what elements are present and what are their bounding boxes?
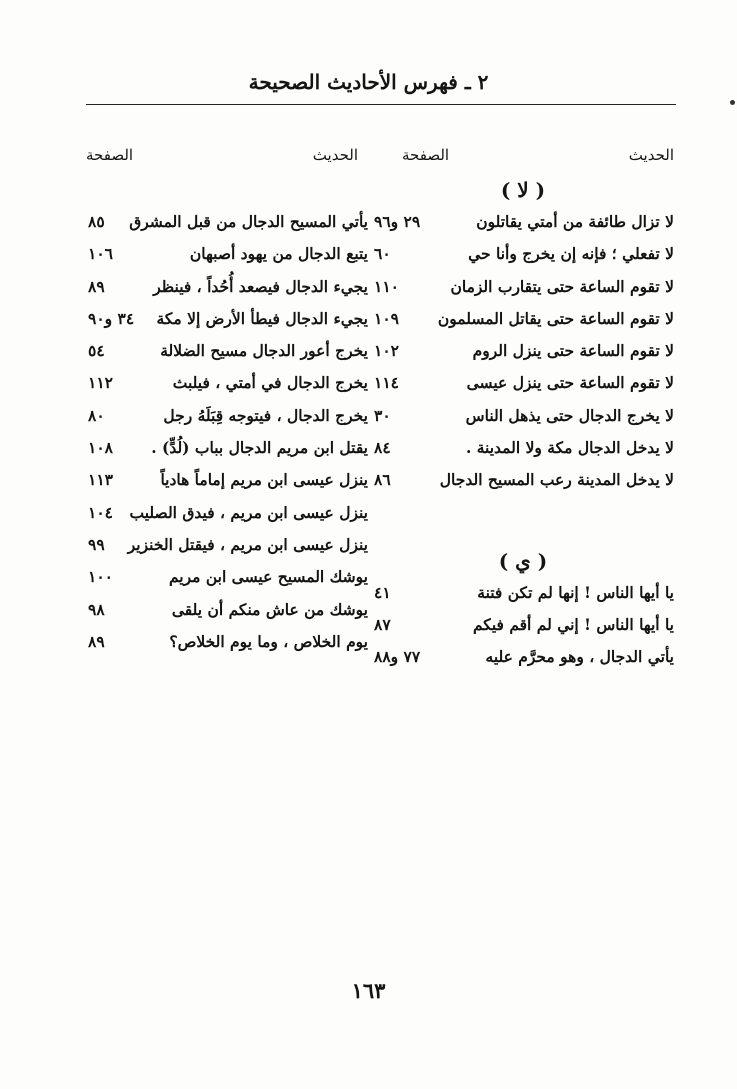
hadith-text: يجيء الدجال فيصعد أُحُداً ، فينظر: [153, 276, 368, 296]
section-heading-la: ( لا ): [500, 178, 546, 202]
index-entry: [86, 367, 368, 399]
hadith-text: يأتي المسيح الدجال من قبل المشرق: [129, 212, 368, 231]
hadith-text: يوم الخلاص ، وما يوم الخلاص؟: [169, 631, 368, 651]
hadith-text: يأتي الدجال ، وهو محرَّم عليه: [485, 647, 674, 667]
index-entry: [86, 497, 368, 529]
header-rule: [86, 104, 676, 105]
index-entry: [372, 206, 674, 238]
index-entry: [372, 577, 674, 609]
page-reference: ١١٠: [374, 276, 399, 296]
index-entry: [86, 206, 368, 238]
index-entry: [86, 303, 368, 335]
hadith-column-label: الحديث: [312, 146, 358, 164]
hadith-text: لا يدخل الدجال مكة ولا المدينة .: [465, 438, 674, 458]
hadith-text: لا تقوم الساعة حتى يتقارب الزمان: [450, 276, 674, 296]
section-gap: [372, 497, 674, 545]
hadith-text: يوشك من عاش منكم أن يلقى: [171, 599, 368, 619]
index-entry: [372, 238, 674, 270]
hadith-text: لا يخرج الدجال حتى يذهل الناس: [465, 405, 674, 425]
hadith-text: لا تقوم الساعة حتى ينزل الروم: [472, 341, 674, 361]
page-reference: ١٠٤: [88, 502, 113, 522]
page-reference: ٨٩: [88, 276, 105, 296]
index-entry: [86, 464, 368, 496]
hadith-text: يقتل ابن مريم الدجال بباب (لُدٍّ) .: [151, 438, 368, 458]
page-reference: ١١٤: [374, 373, 399, 393]
page-reference: ٦٠: [374, 244, 391, 264]
page-reference: ٣٠: [374, 405, 391, 425]
index-entry: [372, 400, 674, 432]
hadith-text: لا تقوم الساعة حتى ينزل عيسى: [466, 373, 674, 393]
page-reference: ٩٩: [88, 534, 105, 554]
page-reference: ١٠٩: [374, 308, 399, 328]
page-reference: ٢٩ و٩٦: [374, 212, 421, 231]
index-entry: [86, 271, 368, 303]
hadith-text: لا تقوم الساعة حتى يقاتل المسلمون: [437, 308, 674, 328]
index-entry: [372, 432, 674, 464]
running-header-title: ٢ ـ فهرس الأحاديث الصحيحة: [248, 70, 489, 94]
index-entry: [86, 400, 368, 432]
index-entry: [86, 561, 368, 593]
index-entry: [372, 641, 674, 673]
hadith-text: يخرج أعور الدجال مسيح الضلالة: [160, 341, 368, 361]
page-reference: ٨٤: [374, 438, 391, 458]
index-entry: [86, 594, 368, 626]
hadith-text: يخرج الدجال ، فيتوجه قِبَلَهُ رجل: [163, 405, 368, 425]
index-entry: [372, 367, 674, 399]
hadith-text: يجيء الدجال فيطأ الأرض إلا مكة: [156, 308, 368, 328]
page-number: ١٦٣: [351, 978, 386, 1003]
index-entry: [86, 432, 368, 464]
page-reference: ٧٧ و٨٨: [374, 647, 421, 667]
page-column-label: الصفحة: [86, 146, 134, 164]
page-reference: ١١٢: [88, 373, 113, 393]
margin-mark: [730, 100, 735, 105]
page-reference: ٨٦: [374, 470, 391, 490]
hadith-text: يخرج الدجال في أمتي ، فيلبث: [172, 373, 368, 393]
index-entry: [86, 626, 368, 658]
page-reference: ٣٤ و٩٠: [88, 308, 135, 328]
section-heading-ya: ( ي ): [498, 548, 548, 573]
index-column-right: [372, 144, 674, 674]
hadith-text: ينزل عيسى ابن مريم ، فيدق الصليب: [129, 502, 368, 522]
hadith-text: يوشك المسيح عيسى ابن مريم: [168, 567, 368, 587]
hadith-text: يا أيها الناس ! إنها لم تكن فتنة: [477, 582, 674, 602]
hadith-text: يا أيها الناس ! إني لم أقم فيكم: [472, 614, 674, 634]
hadith-column-label: الحديث: [628, 146, 674, 164]
index-column-left: [86, 144, 368, 658]
page-reference: ١٠٠: [88, 567, 113, 587]
page-reference: ١٠٨: [88, 438, 113, 458]
column-header: [86, 144, 368, 174]
page-reference: ١٠٦: [88, 244, 113, 264]
index-entry: [372, 271, 674, 303]
page-reference: ٨٥: [88, 212, 105, 231]
index-entry: [86, 238, 368, 270]
hadith-text: يتبع الدجال من يهود أصبهان: [189, 244, 368, 264]
page-reference: ٤١: [374, 582, 391, 602]
index-entry: [372, 303, 674, 335]
page-reference: ٩٨: [88, 599, 105, 619]
page-reference: ١٠٢: [374, 341, 399, 361]
page-reference: ٨٧: [374, 614, 391, 634]
page-reference: ٨٠: [88, 405, 105, 425]
page-column-label: الصفحة: [402, 146, 450, 164]
hadith-text: ينزل عيسى ابن مريم ، فيقتل الخنزير: [127, 534, 368, 554]
hadith-text: لا يدخل المدينة رعب المسيح الدجال: [439, 470, 674, 490]
page-reference: ٨٩: [88, 631, 105, 651]
index-entry: [86, 335, 368, 367]
index-entry: [372, 335, 674, 367]
hadith-text: لا تزال طائفة من أمتي يقاتلون: [476, 212, 674, 231]
hadith-text: ينزل عيسى ابن مريم إماماً هادياً: [160, 470, 368, 490]
index-entry: [86, 529, 368, 561]
index-entry: [372, 464, 674, 496]
page-reference: ١١٣: [88, 470, 113, 490]
page-reference: ٥٤: [88, 341, 105, 361]
hadith-text: لا تفعلي ؛ فإنه إن يخرج وأنا حي: [468, 244, 674, 264]
index-entry: [372, 609, 674, 641]
column-header: [372, 144, 674, 174]
